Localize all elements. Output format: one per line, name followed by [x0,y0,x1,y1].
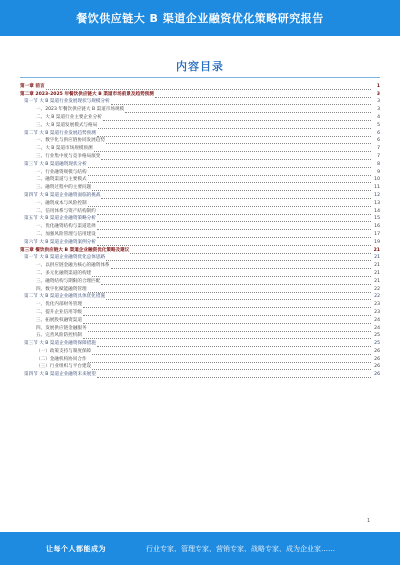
toc-entry-text: 三、融资过程中的主要问题 [36,185,92,191]
toc-entry-page: 13 [374,200,380,206]
footer-tagline: 行业专家、管理专家、营销专家、战略专家、成为企业家…… [146,544,335,553]
toc-entry-text: 第二章 2023-2025 年餐饮供应链大 B 渠道市场前景及趋势预测 [20,91,154,97]
toc-leader-dots [101,280,371,285]
toc-entry-text: 二、信用体系与资产结构制约 [36,208,96,214]
toc-entry-text: 二、多元化融资渠道的构建 [36,270,92,276]
toc-entry-page: 21 [374,278,380,284]
toc-entry-page: 12 [374,192,380,198]
toc-entry-text: （一）政策支持与制度保障 [36,348,92,354]
toc-leader-dots [125,108,371,113]
toc-entry[interactable] [20,339,380,347]
toc-leader-dots [88,202,371,207]
toc-leader-dots [97,210,371,215]
toc-entry-text: 第五节 大 B 渠道企业融资策略分析 [24,216,96,222]
toc-entry-text: 第四节 大 B 渠道企业融资未来展望 [24,372,96,378]
toc-entry-page: 8 [377,161,380,167]
toc-entry-page: 24 [374,317,380,323]
toc-entry[interactable] [20,308,380,316]
toc-entry-text: 一、数字化与供应链协同发展趋势 [36,138,105,144]
toc-entry-text: 三、大 B 渠道发展模式与格局 [36,122,98,128]
toc-entry[interactable] [20,90,380,98]
toc-leader-dots [88,163,371,168]
toc-entry[interactable] [20,144,380,152]
toc-entry-text: 第三章 餐饮供应链大 B 渠道企业融资优化策略及建议 [20,247,130,253]
toc-entry-text: 第一节 大 B 渠道企业融资优化总体思路 [24,255,106,261]
toc-entry-text: 第六节 大 B 渠道企业融资案例分析 [24,239,96,245]
toc-leader-dots [92,186,371,191]
toc-entry-text: 一、2023 年餐饮供应链大 B 渠道市场规模 [36,107,125,113]
toc-entry[interactable] [20,191,380,199]
toc-entry[interactable] [20,347,380,355]
toc-entry-page: 22 [374,286,380,292]
toc-leader-dots [97,132,371,137]
toc-entry-page: 22 [374,294,380,300]
toc-entry-page: 16 [374,224,380,230]
toc-entry[interactable] [20,129,380,137]
toc-leader-dots [83,319,371,324]
toc-leader-dots [92,350,371,355]
toc-entry-text: 一、融资成本与风险控制 [36,200,87,206]
toc-entry[interactable] [20,168,380,176]
toc-entry-text: 第一节 大 B 渠道行业发展现状与规模分析 [24,99,110,105]
toc-entry-page: 21 [374,270,380,276]
toc-leader-dots [106,139,371,144]
toc-entry-page: 3 [377,107,380,113]
toc-leader-dots [94,147,371,152]
toc-entry[interactable] [20,254,380,262]
toc-leader-dots [88,171,371,176]
toc-leader-dots [83,334,371,339]
toc-leader-dots [92,272,371,277]
toc-leader-dots [88,327,371,332]
page-number: 1 [366,519,370,524]
toc-leader-dots [88,358,371,363]
toc-leader-dots [98,124,371,129]
toc-leader-dots [97,217,371,222]
toc-entry[interactable] [20,370,380,378]
toc-leader-dots [83,303,371,308]
toc-entry-text: 第三节 大 B 渠道融资现状分析 [24,161,87,167]
toc-entry-page: 9 [377,169,380,175]
toc-entry-page: 5 [377,122,380,128]
toc-entry[interactable] [20,277,380,285]
toc-entry-page: 26 [374,364,380,370]
toc-entry[interactable] [20,246,380,254]
toc-entry-text: 五、完善风险防控机制 [36,333,82,339]
toc-leader-dots [92,365,371,370]
toc-entry-text: 三、融资结构与期限的合理匹配 [36,278,101,284]
toc-entry-page: 14 [374,208,380,214]
toc-entry-text: 二、提升企业信用等级 [36,309,82,315]
toc-entry-page: 7 [377,153,380,159]
toc-entry[interactable] [20,293,380,301]
toc-entry-page: 23 [374,302,380,308]
footer [0,532,400,565]
divider [20,77,380,78]
toc-entry-page: 3 [377,99,380,105]
toc-entry[interactable] [20,152,380,160]
toc-entry[interactable] [20,300,380,308]
toc-entry[interactable] [20,113,380,121]
toc-entry[interactable] [20,324,380,332]
toc-leader-dots [97,241,371,246]
report-header [0,0,400,36]
toc-entry-page: 7 [377,146,380,152]
toc-leader-dots [101,155,371,160]
toc-entry-text: 一、以供应链金融为核心的融资体系 [36,263,110,269]
toc-entry[interactable] [20,199,380,207]
toc-entry-text: （二）金融机构协同合作 [36,356,87,362]
toc-leader-dots [97,225,371,230]
toc-entry-text: 一、优化融资结构与渠道选择 [36,224,96,230]
toc-entry[interactable] [20,207,380,215]
toc-entry[interactable] [20,363,380,371]
toc-entry[interactable] [20,160,380,168]
table-of-contents [20,82,380,378]
toc-leader-dots [88,288,371,293]
toc-entry-text: 二、大 B 渠道市场规模预测 [36,146,93,152]
toc-entry[interactable] [20,230,380,238]
toc-entry-text: 第四节 大 B 渠道企业融资面临的挑战 [24,192,101,198]
toc-entry[interactable] [20,222,380,230]
toc-entry-text: （三）行业组织与平台建设 [36,364,92,370]
toc-entry-page: 3 [376,91,380,97]
toc-entry-page: 4 [377,114,380,120]
toc-leader-dots [97,233,371,238]
toc-leader-dots [111,100,371,105]
toc-entry-page: 1 [376,83,380,89]
toc-leader-dots [103,116,371,121]
toc-entry-text: 第二节 大 B 渠道企业融资具体优化措施 [24,294,106,300]
toc-leader-dots [106,295,371,300]
toc-entry-text: 三、行业集中度与竞争格局演变 [36,153,101,159]
toc-entry-page: 6 [377,138,380,144]
toc-entry-text: 二、加强风险管理与信用建设 [36,231,96,237]
toc-entry-text: 二、融资渠道与主要模式 [36,177,87,183]
toc-entry-page: 26 [374,348,380,354]
toc-entry[interactable] [20,105,380,113]
toc-entry-page: 26 [374,356,380,362]
toc-entry[interactable] [20,137,380,145]
toc-entry-text: 四、发展供应链金融服务 [36,325,87,331]
toc-leader-dots [106,256,371,261]
toc-entry-page: 23 [374,309,380,315]
toc-entry[interactable] [20,332,380,340]
toc-entry-page: 6 [377,130,380,136]
toc-entry-text: 一、行业融资规模与结构 [36,169,87,175]
toc-leader-dots [83,311,371,316]
toc-entry[interactable] [20,82,380,90]
toc-leader-dots [101,194,371,199]
toc-entry-page: 19 [374,239,380,245]
toc-entry-page: 10 [374,177,380,183]
toc-entry[interactable] [20,285,380,293]
toc-entry[interactable] [20,269,380,277]
toc-entry[interactable] [20,98,380,106]
toc-entry-text: 四、数字化赋能融资管理 [36,286,87,292]
toc-leader-dots [46,85,371,90]
toc-entry-page: 26 [374,372,380,378]
toc-heading: 内容目录 [176,60,224,73]
toc-entry-page: 25 [374,333,380,339]
toc-entry[interactable] [20,121,380,129]
toc-entry[interactable] [20,215,380,223]
toc-entry-text: 第一章 前言 [20,83,45,89]
toc-entry-text: 第三节 大 B 渠道企业融资保障措施 [24,341,96,347]
toc-entry[interactable] [20,176,380,184]
report-title: 餐饮供应链大 B 渠道企业融资优化策略研究报告 [76,12,324,25]
toc-entry-page: 15 [374,216,380,222]
toc-entry-page: 21 [374,255,380,261]
toc-entry[interactable] [20,183,380,191]
toc-leader-dots [111,264,371,269]
toc-entry-page: 24 [374,325,380,331]
toc-entry-text: 一、优化内部财务管理 [36,302,82,308]
toc-entry-page: 25 [374,341,380,347]
toc-entry[interactable] [20,261,380,269]
toc-entry-text: 第二节 大 B 渠道行业发展趋势预测 [24,130,96,136]
toc-leader-dots [97,373,371,378]
toc-entry-page: 11 [374,185,380,191]
toc-leader-dots [97,342,371,347]
toc-entry-page: 17 [374,231,380,237]
toc-leader-dots [155,93,371,98]
toc-entry-page: 21 [374,263,380,269]
footer-slogan: 让每个人都能成为 [46,544,106,553]
toc-entry[interactable] [20,355,380,363]
toc-entry-text: 二、大 B 渠道行业主要企业分析 [36,114,102,120]
toc-entry-text: 三、拓展股权融资渠道 [36,317,82,323]
toc-entry[interactable] [20,316,380,324]
toc-entry-page: 21 [373,247,380,253]
toc-entry[interactable] [20,238,380,246]
toc-leader-dots [130,249,371,254]
toc-leader-dots [88,178,371,183]
